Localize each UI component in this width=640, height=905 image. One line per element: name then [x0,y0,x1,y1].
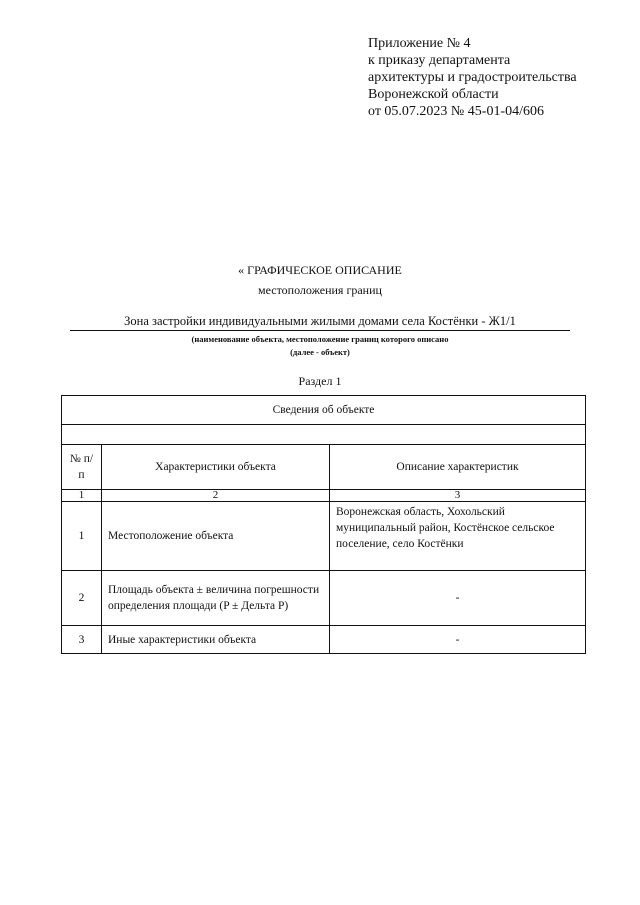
row-description: - [330,571,586,626]
table-row [62,502,586,571]
document-subtitle: местоположения границ [258,283,382,297]
table-heading: Сведения об объекте [62,396,586,425]
table-row [62,571,586,626]
appendix-block [368,35,577,120]
appendix-line-5: от 05.07.2023 № 45-01-04/606 [368,104,545,119]
row-description: - [330,626,586,654]
document-title: « ГРАФИЧЕСКОЕ ОПИСАНИЕ [238,263,402,277]
object-note-line-2: (далее - объект) [290,347,350,357]
index-cell: 3 [330,490,586,502]
row-description: Воронежская область, Хохольский муниципальный район, Костёнское сельское поселение, село Костёнки [330,502,586,571]
appendix-line-4: Воронежской области [368,87,499,102]
object-info-table [61,395,586,654]
table-empty-row [62,425,586,445]
appendix-line-1: Приложение № 4 [368,36,471,51]
header-num: № п/п [62,445,102,490]
row-num: 1 [62,502,102,571]
table-empty-cell [62,425,586,445]
table-index-row [62,490,586,502]
row-num: 2 [62,571,102,626]
table-header-row [62,445,586,490]
row-characteristic: Иные характеристики объекта [102,626,330,654]
appendix-line-2: к приказу департамента [368,53,511,68]
row-characteristic: Местоположение объекта [102,502,330,571]
table-row [62,626,586,654]
header-description: Описание характеристик [330,445,586,490]
row-num: 3 [62,626,102,654]
row-characteristic: Площадь объекта ± величина погрешности определения площади (P ± Дельта P) [102,571,330,626]
index-cell: 1 [62,490,102,502]
appendix-line-3: архитектуры и градостроительства [368,70,577,85]
table-heading-row [62,396,586,425]
index-cell: 2 [102,490,330,502]
object-note-line-1: (наименование объекта, местоположение границ которого описано [191,334,449,344]
section-title: Раздел 1 [298,374,342,388]
object-name: Зона застройки индивидуальными жилыми домами села Костёнки - Ж1/1 [70,314,570,331]
header-characteristics: Характеристики объекта [102,445,330,490]
